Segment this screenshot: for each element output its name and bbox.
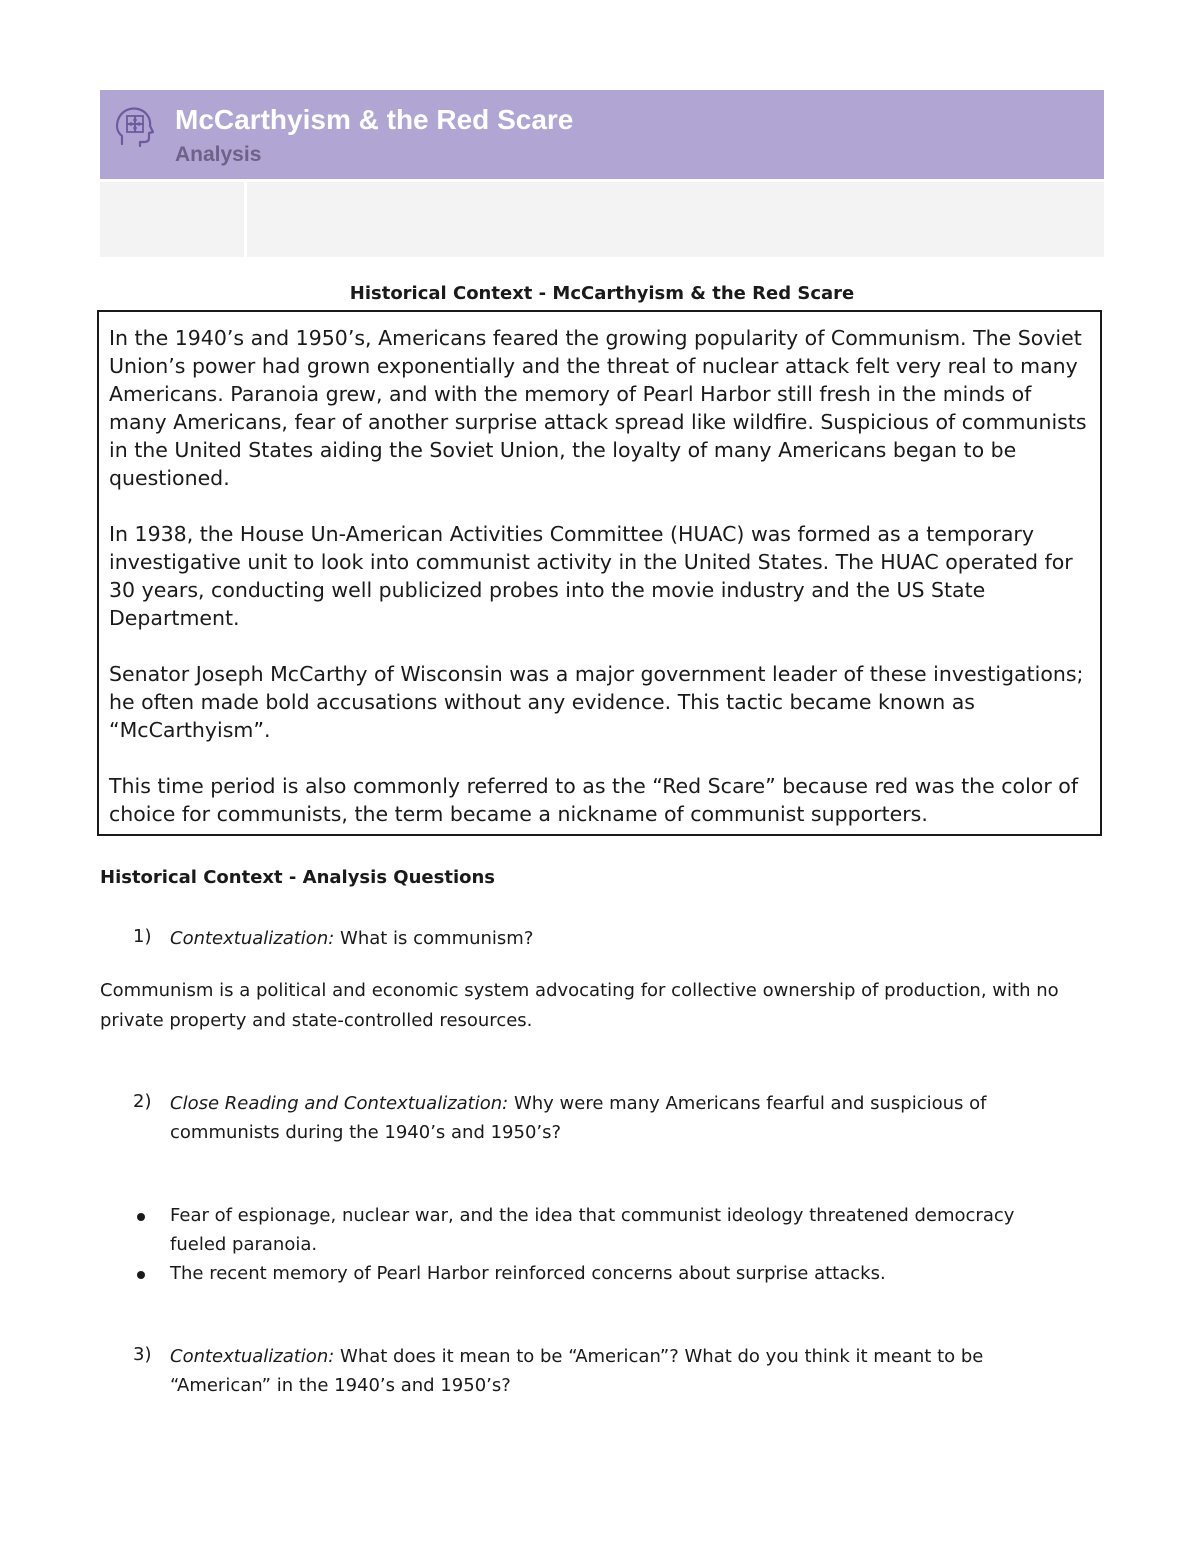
answer-q1: Communism is a political and economic system advocating for collective ownership of production, with no private property and state-controlled resources. [100, 980, 1059, 1031]
page-subtitle: Analysis [175, 143, 262, 166]
questions-heading: Historical Context - Analysis Questions [100, 867, 496, 888]
question-skill: Close Reading and Contextualization: [170, 1093, 509, 1114]
bullet-icon [137, 1271, 145, 1279]
question-number: 3) [133, 1344, 152, 1365]
head-puzzle-icon [114, 104, 154, 148]
header-band [100, 90, 1104, 179]
question-text [170, 1342, 1070, 1400]
context-paragraph: Senator Joseph McCarthy of Wisconsin was a major government leader of these investigations; he often made bold accusations without any evidence. This tactic became known as “McCarthyism”. [109, 662, 1084, 742]
question-prompt: Why were many Americans fearful and suspicious of communists during the 1940’s and 1950’s? [170, 1093, 987, 1143]
info-cell-left [100, 182, 244, 257]
info-row [100, 182, 1104, 257]
question-prompt: What does it mean to be “American”? What do you think it meant to be “American” in the 1940’s and 1950’s? [170, 1346, 984, 1396]
question-text [170, 924, 1070, 953]
page-title: McCarthyism & the Red Scare [175, 104, 574, 135]
context-heading: Historical Context - McCarthyism & the Red Scare [349, 283, 855, 304]
context-box [97, 310, 1102, 836]
answer-bullet: The recent memory of Pearl Harbor reinforced concerns about surprise attacks. [170, 1263, 886, 1284]
context-paragraph: In 1938, the House Un-American Activities Committee (HUAC) was formed as a temporary investigative unit to look into communist activity in the United States. The HUAC operated for 30 years, conducting well publicized probes into the movie industry and the US State Department. [109, 522, 1073, 630]
question-number: 1) [133, 926, 152, 947]
answer-bullet: Fear of espionage, nuclear war, and the idea that communist ideology threatened democracy fueled paranoia. [170, 1205, 1015, 1255]
info-cell-right [247, 182, 1104, 257]
question-skill: Contextualization: [170, 928, 335, 949]
context-paragraph: This time period is also commonly referred to as the “Red Scare” because red was the color of choice for communists, the term became a nickname of communist supporters. [109, 774, 1079, 826]
question-text [170, 1089, 1070, 1147]
context-paragraph: In the 1940’s and 1950’s, Americans feared the growing popularity of Communism. The Soviet Union’s power had grown exponentially and the threat of nuclear attack felt very real to many Americans. Paranoia grew, and with the memory of Pearl Harbor still fresh in the minds of many Americans, fear of another surprise attack spread like wildfire. Suspicious of communists in the United States aiding the Soviet Union, the loyalty of many Americans began to be questioned. [109, 326, 1087, 490]
question-skill: Contextualization: [170, 1346, 335, 1367]
question-prompt: What is communism? [334, 928, 534, 949]
question-number: 2) [133, 1091, 152, 1112]
bullet-icon [137, 1213, 145, 1221]
